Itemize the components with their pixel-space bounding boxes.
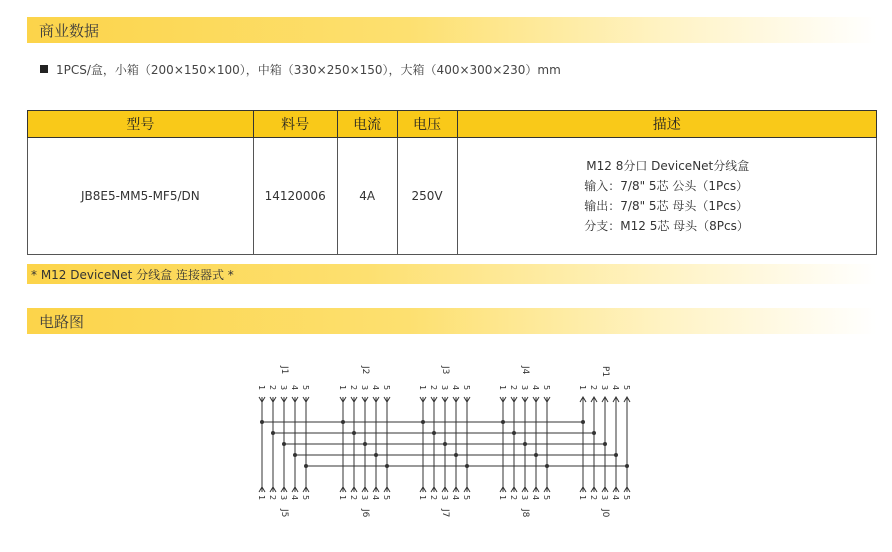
junction-dot <box>374 453 378 457</box>
pin-label: 2 <box>589 495 598 501</box>
pin-label: 2 <box>429 495 438 501</box>
pin-label: 4 <box>611 495 620 501</box>
junction-dot <box>260 420 264 424</box>
header-current: 电流 <box>337 111 397 138</box>
junction-dot <box>581 420 585 424</box>
pin-label: 3 <box>600 495 609 501</box>
connector-label-bottom: J5 <box>279 509 289 518</box>
junction-dot <box>352 431 356 435</box>
pin-label: 3 <box>360 495 369 501</box>
connector-label-bottom: J0 <box>600 509 610 518</box>
pin-label: 2 <box>509 385 518 391</box>
pin-label: 3 <box>600 385 609 391</box>
junction-dot <box>293 453 297 457</box>
junction-dot <box>304 464 308 468</box>
cell-model: JB8E5-MM5-MF5/DN <box>28 138 254 255</box>
connector-label-bottom: J8 <box>520 509 530 518</box>
pin-label: 1 <box>338 495 347 501</box>
packaging-text: 1PCS/盒，小箱（200×150×100），中箱（330×250×150），大箱（400×300×230）mm <box>56 63 561 77</box>
connector-label-bottom: J7 <box>440 509 450 518</box>
commercial-data-title: 商业数据 <box>39 22 100 40</box>
junction-dot <box>512 431 516 435</box>
connector-label-top: J2 <box>360 366 370 375</box>
pin-label: 2 <box>509 495 518 501</box>
pin-label: 3 <box>279 385 288 391</box>
pin-label: 5 <box>622 495 631 501</box>
pin-label: 1 <box>498 385 507 391</box>
junction-dot <box>603 442 607 446</box>
pin-label: 5 <box>622 385 631 391</box>
desc-line-4: 分支：M12 5芯 母头（8Pcs） <box>584 219 749 233</box>
pin-label: 1 <box>418 385 427 391</box>
junction-dot <box>501 420 505 424</box>
pin-label: 2 <box>268 385 277 391</box>
connector-label-bottom: J6 <box>360 509 370 518</box>
junction-dot <box>443 442 447 446</box>
header-part-no: 料号 <box>253 111 337 138</box>
pin-label: 5 <box>301 385 310 391</box>
cell-voltage: 250V <box>397 138 457 255</box>
junction-dot <box>592 431 596 435</box>
junction-dot <box>454 453 458 457</box>
pin-label: 4 <box>451 385 460 391</box>
junction-dot <box>625 464 629 468</box>
pin-label: 4 <box>451 495 460 501</box>
junction-dot <box>341 420 345 424</box>
pin-label: 4 <box>531 495 540 501</box>
desc-line-3: 输出：7/8" 5芯 母头（1Pcs） <box>584 199 749 213</box>
pin-label: 4 <box>371 385 380 391</box>
header-description: 描述 <box>457 111 876 138</box>
pin-label: 5 <box>542 385 551 391</box>
junction-dot <box>465 464 469 468</box>
pin-label: 1 <box>257 385 266 391</box>
pin-label: 1 <box>578 385 587 391</box>
pin-label: 2 <box>268 495 277 501</box>
pin-label: 5 <box>301 495 310 501</box>
pin-label: 2 <box>349 495 358 501</box>
pin-label: 3 <box>520 385 529 391</box>
pin-label: 5 <box>542 495 551 501</box>
header-model: 型号 <box>28 111 254 138</box>
junction-dot <box>614 453 618 457</box>
pin-label: 3 <box>520 495 529 501</box>
pin-label: 3 <box>440 495 449 501</box>
junction-dot <box>271 431 275 435</box>
cell-part-no: 14120006 <box>253 138 337 255</box>
pin-label: 5 <box>462 385 471 391</box>
cell-current: 4A <box>337 138 397 255</box>
pin-label: 5 <box>382 495 391 501</box>
footnote-text: * M12 DeviceNet 分线盒 连接器式 * <box>31 268 234 282</box>
connector-label-top: P1 <box>600 366 610 378</box>
pin-label: 4 <box>611 385 620 391</box>
desc-line-1: M12 8分口 DeviceNet分线盒 <box>586 159 750 173</box>
pin-label: 4 <box>290 385 299 391</box>
pin-label: 1 <box>338 385 347 391</box>
junction-dot <box>534 453 538 457</box>
header-voltage: 电压 <box>397 111 457 138</box>
junction-dot <box>523 442 527 446</box>
junction-dot <box>421 420 425 424</box>
connector-label-top: J1 <box>279 366 289 375</box>
pin-label: 2 <box>349 385 358 391</box>
junction-dot <box>363 442 367 446</box>
pin-label: 1 <box>418 495 427 501</box>
pin-label: 5 <box>382 385 391 391</box>
pin-label: 1 <box>257 495 266 501</box>
pin-label: 3 <box>360 385 369 391</box>
connector-label-top: J4 <box>520 366 530 375</box>
circuit-diagram-title: 电路图 <box>39 313 85 331</box>
pin-label: 1 <box>578 495 587 501</box>
pin-label: 2 <box>429 385 438 391</box>
junction-dot <box>385 464 389 468</box>
junction-dot <box>545 464 549 468</box>
junction-dot <box>282 442 286 446</box>
pin-label: 1 <box>498 495 507 501</box>
pin-label: 4 <box>290 495 299 501</box>
pin-label: 4 <box>371 495 380 501</box>
pin-label: 4 <box>531 385 540 391</box>
junction-dot <box>432 431 436 435</box>
connector-label-top: J3 <box>440 366 450 375</box>
desc-line-2: 输入：7/8" 5芯 公头（1Pcs） <box>584 179 749 193</box>
pin-label: 3 <box>440 385 449 391</box>
pin-label: 5 <box>462 495 471 501</box>
pin-label: 2 <box>589 385 598 391</box>
pin-label: 3 <box>279 495 288 501</box>
